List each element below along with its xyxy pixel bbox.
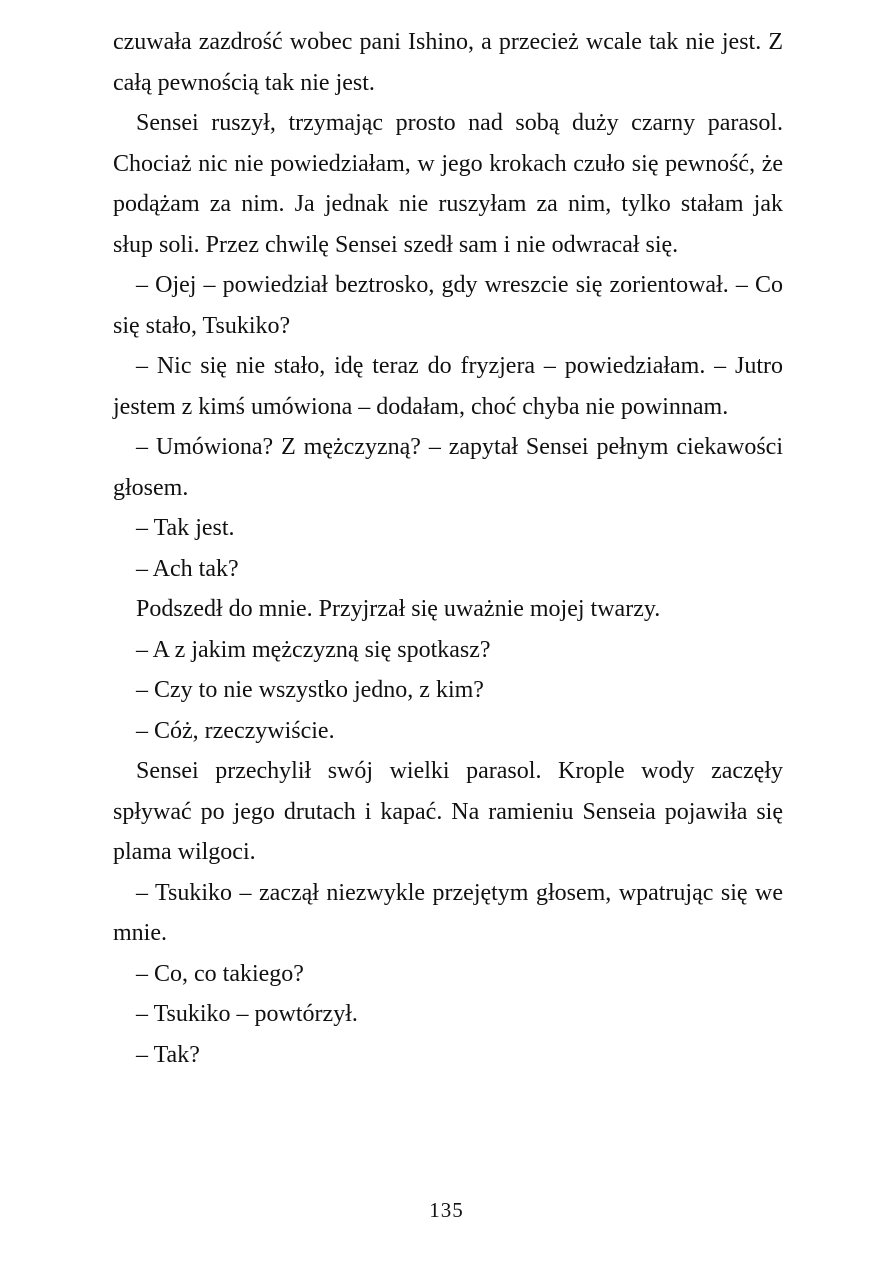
paragraph: – Tsukiko – zaczął niezwykle przejętym głosem, wpatrując się we mnie. (113, 879, 783, 946)
paragraph: – Tak jest. (136, 515, 235, 541)
paragraph: Sensei ruszył, trzymając prosto nad sobą duży czarny parasol. Chociaż nic nie powiedziałam, w jego krokach czuło się pewność, że podążam za nim. Ja jednak nie ruszyłam za nim, tylko stałam jak słup soli. Przez chwilę Sensei szedł sam i nie odwracał się. (113, 110, 783, 258)
paragraph: – Co, co takiego? (136, 960, 304, 987)
page-number: 135 (429, 1198, 464, 1222)
paragraph: – Ojej – powiedział beztrosko, gdy wreszcie się zorientował. – Co się stało, Tsukiko? (113, 272, 783, 339)
body-text (113, 22, 783, 1075)
paragraph: Sensei przechylił swój wielki parasol. Krople wody zaczęły spływać po jego drutach i kapać. Na ramieniu Senseia pojawiła się plama wilgoci. (113, 758, 783, 865)
paragraph: – Ach tak? (136, 555, 239, 582)
paragraph: – Tsukiko – powtórzył. (136, 1001, 358, 1027)
paragraph: – Czy to nie wszystko jedno, z kim? (136, 677, 484, 703)
paragraph: Podszedł do mnie. Przyjrzał się uważnie mojej twarzy. (136, 596, 661, 622)
paragraph: czuwała zazdrość wobec pani Ishino, a przecież wcale tak nie jest. Z całą pewnością tak nie jest. (113, 29, 783, 96)
paragraph: – Nic się nie stało, idę teraz do fryzjera – powiedziałam. – Jutro jestem z kimś umówiona – dodałam, choć chyba nie powinnam. (113, 353, 783, 420)
paragraph: – Tak? (136, 1041, 200, 1068)
paragraph: – A z jakim mężczyzną się spotkasz? (136, 636, 491, 663)
paragraph: – Umówiona? Z mężczyzną? – zapytał Sensei pełnym ciekawości głosem. (113, 434, 783, 501)
paragraph: – Cóż, rzeczywiście. (136, 717, 335, 744)
